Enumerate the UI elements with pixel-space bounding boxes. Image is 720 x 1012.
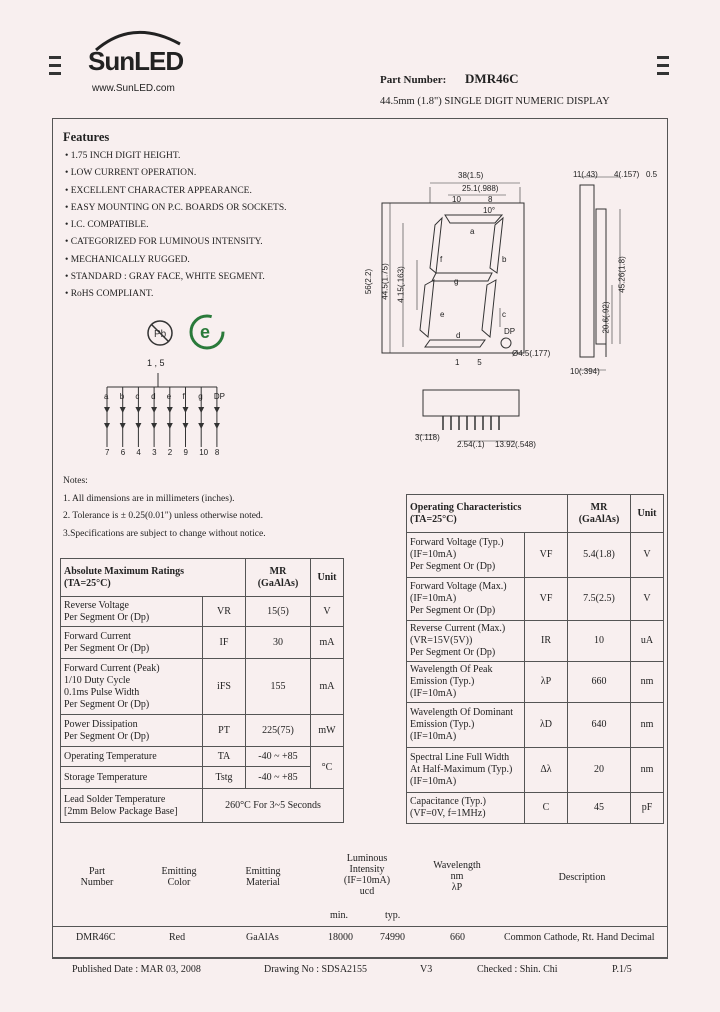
bottom-view-drawing [405, 385, 555, 455]
unit-cell: V [311, 597, 344, 627]
unit-cell: °C [311, 747, 344, 789]
param-cell: Capacitance (Typ.) (VF=0V, f=1MHz) [407, 793, 525, 824]
abs-max-col-mr: MR (GaAlAs) [246, 559, 311, 597]
circuit-pin-label: 4 [136, 448, 141, 457]
symbol-cell: C [525, 793, 568, 824]
dim-side-mid: 4(.157) [614, 170, 640, 179]
dim-height-digit: 44.5(1.75) [380, 263, 390, 300]
sel-head-wavelength: Wavelength nm λP [433, 860, 481, 893]
bullet-icon: • [65, 151, 71, 161]
diode-icon [120, 423, 126, 429]
param-cell: Spectral Line Full Width At Half-Maximum (Typ.) (IF=10mA) [407, 748, 525, 793]
diode-icon [104, 407, 110, 413]
param-cell: Operating Temperature [61, 747, 203, 767]
value-cell: 5.4(1.8) [568, 533, 631, 578]
feature-item: • RoHS COMPLIANT. [65, 289, 154, 300]
op-char-table [406, 494, 664, 824]
param-cell: Reverse Current (Max.) (VR=15V(5V)) Per Segment Or (Dp) [407, 621, 525, 662]
dim-side-right: 0.5 [646, 170, 658, 179]
feature-item: • I.C. COMPATIBLE. [65, 220, 149, 231]
diode-icon [135, 407, 141, 413]
unit-cell: V [631, 533, 664, 578]
value-cell: 30 [246, 627, 311, 659]
value-cell: -40 ~ +85 [246, 747, 311, 767]
diode-icon [198, 423, 204, 429]
table-row [61, 659, 344, 715]
circuit-segment-label: e [166, 392, 172, 401]
note-item: 2. Tolerance is ± 0.25(0.01") unless otherwise noted. [63, 511, 264, 521]
param-cell: Forward Voltage (Max.) (IF=10mA) Per Segment Or (Dp) [407, 578, 525, 621]
circuit-segment-label: d [151, 392, 156, 401]
dim-width-seg: 25.1(.988) [462, 184, 499, 193]
value-cell: 20 [568, 748, 631, 793]
param-cell: Forward Current Per Segment Or (Dp) [61, 627, 203, 659]
sel-head-description: Description [558, 872, 606, 883]
value-cell: 660 [568, 662, 631, 703]
symbol-cell: Tstg [203, 767, 246, 789]
circuit-top-pins: 1 , 5 [147, 358, 165, 368]
circuit-segment-label: DP [213, 392, 226, 401]
symbol-cell: TA [203, 747, 246, 767]
dim-height-total: 56(2.2) [364, 268, 374, 295]
symbol-cell: λD [525, 703, 568, 748]
sel-row-part: DMR46C [76, 932, 116, 943]
unit-cell: mA [311, 627, 344, 659]
bullet-icon: • [65, 272, 71, 283]
sel-row-description: Common Cathode, Rt. Hand Decimal [504, 932, 655, 943]
diode-icon [167, 423, 173, 429]
symbol-cell: iFS [203, 659, 246, 715]
segment-label: a [470, 227, 475, 236]
selection-guide [52, 852, 668, 952]
features-list [63, 151, 373, 307]
param-cell: Forward Current (Peak) 1/10 Duty Cycle 0.1ms Pulse Width Per Segment Or (Dp) [61, 659, 203, 715]
dim-seg-w: 8 [488, 195, 493, 204]
table-row [407, 662, 664, 703]
dim-dp-dia: Ø4.5(.177) [512, 349, 551, 358]
circuit-segment-label: a [104, 392, 109, 401]
diode-icon [104, 423, 110, 429]
table-row [407, 748, 664, 793]
brand-logo [88, 22, 198, 82]
diode-icon [183, 407, 189, 413]
abs-max-table [60, 558, 344, 823]
bullet-icon: • [65, 185, 71, 196]
symbol-cell: IF [203, 627, 246, 659]
circuit-pin-label: 7 [105, 448, 110, 457]
svg-text:Pb: Pb [154, 329, 167, 340]
sel-head-intensity: Luminous Intensity (IF=10mA) ucd [343, 853, 391, 897]
dim-angle: 10° [483, 206, 496, 215]
unit-cell: pF [631, 793, 664, 824]
symbol-cell: VF [525, 578, 568, 621]
dim-side-bottom: 10(.394) [570, 367, 600, 376]
diode-icon [151, 423, 157, 429]
footer-drawing: Drawing No : SDSA2155 [264, 964, 368, 975]
features-title: Features [63, 130, 110, 144]
footer-page: P.1/5 [612, 964, 632, 975]
diode-icon [167, 407, 173, 413]
abs-max-col-unit: Unit [311, 559, 344, 597]
dim-pitch: 10 [452, 195, 461, 204]
svg-text:e: e [200, 322, 211, 342]
diode-icon [183, 423, 189, 429]
dim-dp-label: DP [504, 327, 516, 336]
circuit-pin-label: 9 [183, 448, 188, 457]
footer-published: Published Date : MAR 03, 2008 [72, 964, 201, 975]
sel-row-material: GaAlAs [246, 932, 279, 943]
circuit-segment-label: b [119, 392, 125, 401]
value-cell: 7.5(2.5) [568, 578, 631, 621]
segment-label: c [502, 310, 506, 319]
circuit-pin-label: 6 [120, 448, 126, 457]
param-cell: Reverse Voltage Per Segment Or (Dp) [61, 597, 203, 627]
sel-row-min: 18000 [328, 932, 353, 943]
bullet-icon: • [65, 220, 71, 231]
value-cell: 15(5) [246, 597, 311, 627]
dim-span-bottom: 13.92(.548) [495, 440, 536, 449]
value-cell: 45 [568, 793, 631, 824]
circuit-pin-label: 8 [214, 448, 220, 457]
table-row [407, 533, 664, 578]
circuit-segment-label: g [198, 392, 203, 401]
feature-item: • STANDARD : GRAY FACE, WHITE SEGMENT. [65, 272, 265, 283]
feature-item: • EXCELLENT CHARACTER APPEARANCE. [65, 185, 252, 196]
table-row [61, 627, 344, 659]
circuit-pin-label: 2 [167, 448, 173, 457]
sel-divider [52, 926, 668, 927]
footer-checked: Checked : Shin. Chi [477, 964, 558, 975]
notes-section [63, 476, 266, 546]
bullet-icon: • [65, 254, 71, 265]
dim-pin-row: 1 5 [455, 358, 482, 367]
table-row [407, 621, 664, 662]
footer [52, 958, 668, 981]
sel-head-part: Part Number [80, 866, 114, 888]
table-row [61, 767, 344, 789]
table-row [61, 789, 344, 823]
abs-max-title: Absolute Maximum Ratings (TA=25°C) [61, 559, 246, 597]
part-number-label: Part Number: [380, 74, 447, 86]
diode-icon [120, 407, 126, 413]
dim-offset: 20.6(.92) [601, 301, 611, 334]
circuit-diagram [90, 355, 240, 460]
param-cell: Lead Solder Temperature [2mm Below Package Base] [61, 789, 203, 823]
brand-website[interactable]: www.SunLED.com [92, 83, 175, 94]
symbol-cell: VR [203, 597, 246, 627]
param-cell: Power Dissipation Per Segment Or (Dp) [61, 715, 203, 747]
table-row [61, 715, 344, 747]
sel-head-min: min. [330, 910, 349, 921]
diode-icon [151, 407, 157, 413]
circuit-segment-label: f [182, 392, 185, 401]
dim-pin-dia: 3(.118) [415, 433, 440, 442]
feature-item: • MECHANICALLY RUGGED. [65, 254, 190, 265]
bullet-icon: • [65, 237, 71, 248]
table-row [407, 793, 664, 824]
feature-item: • 1.75 INCH DIGIT HEIGHT. [65, 151, 181, 161]
circuit-segment-label: c [135, 392, 140, 401]
circuit-pin-label: 3 [152, 448, 157, 457]
unit-cell: mW [311, 715, 344, 747]
dim-width-top: 38(1.5) [458, 171, 484, 180]
value-cell: 260°C For 3~5 Seconds [203, 789, 344, 823]
segment-label: d [456, 331, 461, 340]
sel-row-typ: 74990 [380, 932, 405, 943]
segment-label: b [502, 255, 507, 264]
value-cell: 10 [568, 621, 631, 662]
part-number-line [380, 71, 518, 87]
circuit-pin-label: 10 [199, 448, 209, 457]
symbol-cell: VF [525, 533, 568, 578]
unit-cell: uA [631, 621, 664, 662]
feature-item: • EASY MOUNTING ON P.C. BOARDS OR SOCKETS. [65, 202, 287, 213]
symbol-cell: IR [525, 621, 568, 662]
diode-icon [198, 407, 204, 413]
table-row [61, 597, 344, 627]
dim-pitch-bottom: 2.54(.1) [457, 440, 485, 449]
notes-title: Notes: [63, 476, 88, 486]
param-cell: Storage Temperature [61, 767, 203, 789]
symbol-cell: PT [203, 715, 246, 747]
param-cell: Forward Voltage (Typ.) (IF=10mA) Per Segment Or (Dp) [407, 533, 525, 578]
dim-height-side: 45.26(1.8) [617, 256, 627, 293]
unit-cell: mA [311, 659, 344, 715]
param-cell: Wavelength Of Dominant Emission (Typ.) (IF=10mA) [407, 703, 525, 748]
table-row [407, 578, 664, 621]
op-char-col-mr: MR (GaAlAs) [568, 495, 631, 533]
diode-icon [214, 407, 220, 413]
note-item: 3.Specifications are subject to change without notice. [63, 528, 266, 539]
rohs-e-icon [188, 313, 226, 351]
bullet-icon: • [65, 289, 71, 300]
dim-side-left: 11(.43) [573, 170, 598, 179]
features-section [63, 130, 373, 307]
unit-cell: nm [631, 748, 664, 793]
dim-height-inner: 4.15(.163) [396, 266, 406, 303]
feature-item: • CATEGORIZED FOR LUMINOUS INTENSITY. [65, 237, 263, 248]
unit-cell: nm [631, 662, 664, 703]
symbol-cell: λP [525, 662, 568, 703]
sel-head-material: Emitting Material [245, 866, 281, 888]
sel-head-typ: typ. [385, 910, 401, 921]
segment-label: g [454, 277, 459, 286]
sel-row-color: Red [169, 932, 186, 943]
unit-cell: nm [631, 703, 664, 748]
feature-item: • LOW CURRENT OPERATION. [65, 168, 197, 179]
symbol-cell: Δλ [525, 748, 568, 793]
brand-name: SunLED [88, 46, 184, 76]
sel-row-wavelength: 660 [450, 932, 465, 943]
op-char-col-unit: Unit [631, 495, 664, 533]
value-cell: 640 [568, 703, 631, 748]
front-view-drawing [364, 165, 551, 370]
bullet-icon: • [65, 202, 71, 213]
diode-icon [135, 423, 141, 429]
circuit-wiring [90, 355, 240, 460]
bullet-icon: • [65, 168, 71, 179]
segment-label: e [440, 310, 445, 319]
segment-label: f [440, 255, 443, 264]
op-char-title: Operating Characteristics (TA=25°C) [407, 495, 568, 533]
value-cell: 155 [246, 659, 311, 715]
note-item: 1. All dimensions are in millimeters (inches). [63, 493, 235, 504]
diode-icon [214, 423, 220, 429]
table-row [407, 703, 664, 748]
sel-head-color: Emitting Color [161, 866, 197, 888]
value-cell: -40 ~ +85 [246, 767, 311, 789]
value-cell: 225(75) [246, 715, 311, 747]
part-number-value: DMR46C [465, 71, 519, 86]
pb-free-icon [145, 318, 175, 348]
page-subtitle: 44.5mm (1.8") SINGLE DIGIT NUMERIC DISPLAY [380, 96, 610, 107]
param-cell: Wavelength Of Peak Emission (Typ.) (IF=10mA) [407, 662, 525, 703]
side-view-drawing [570, 165, 670, 380]
unit-cell: V [631, 578, 664, 621]
table-row [61, 747, 344, 767]
footer-version: V3 [420, 964, 433, 975]
